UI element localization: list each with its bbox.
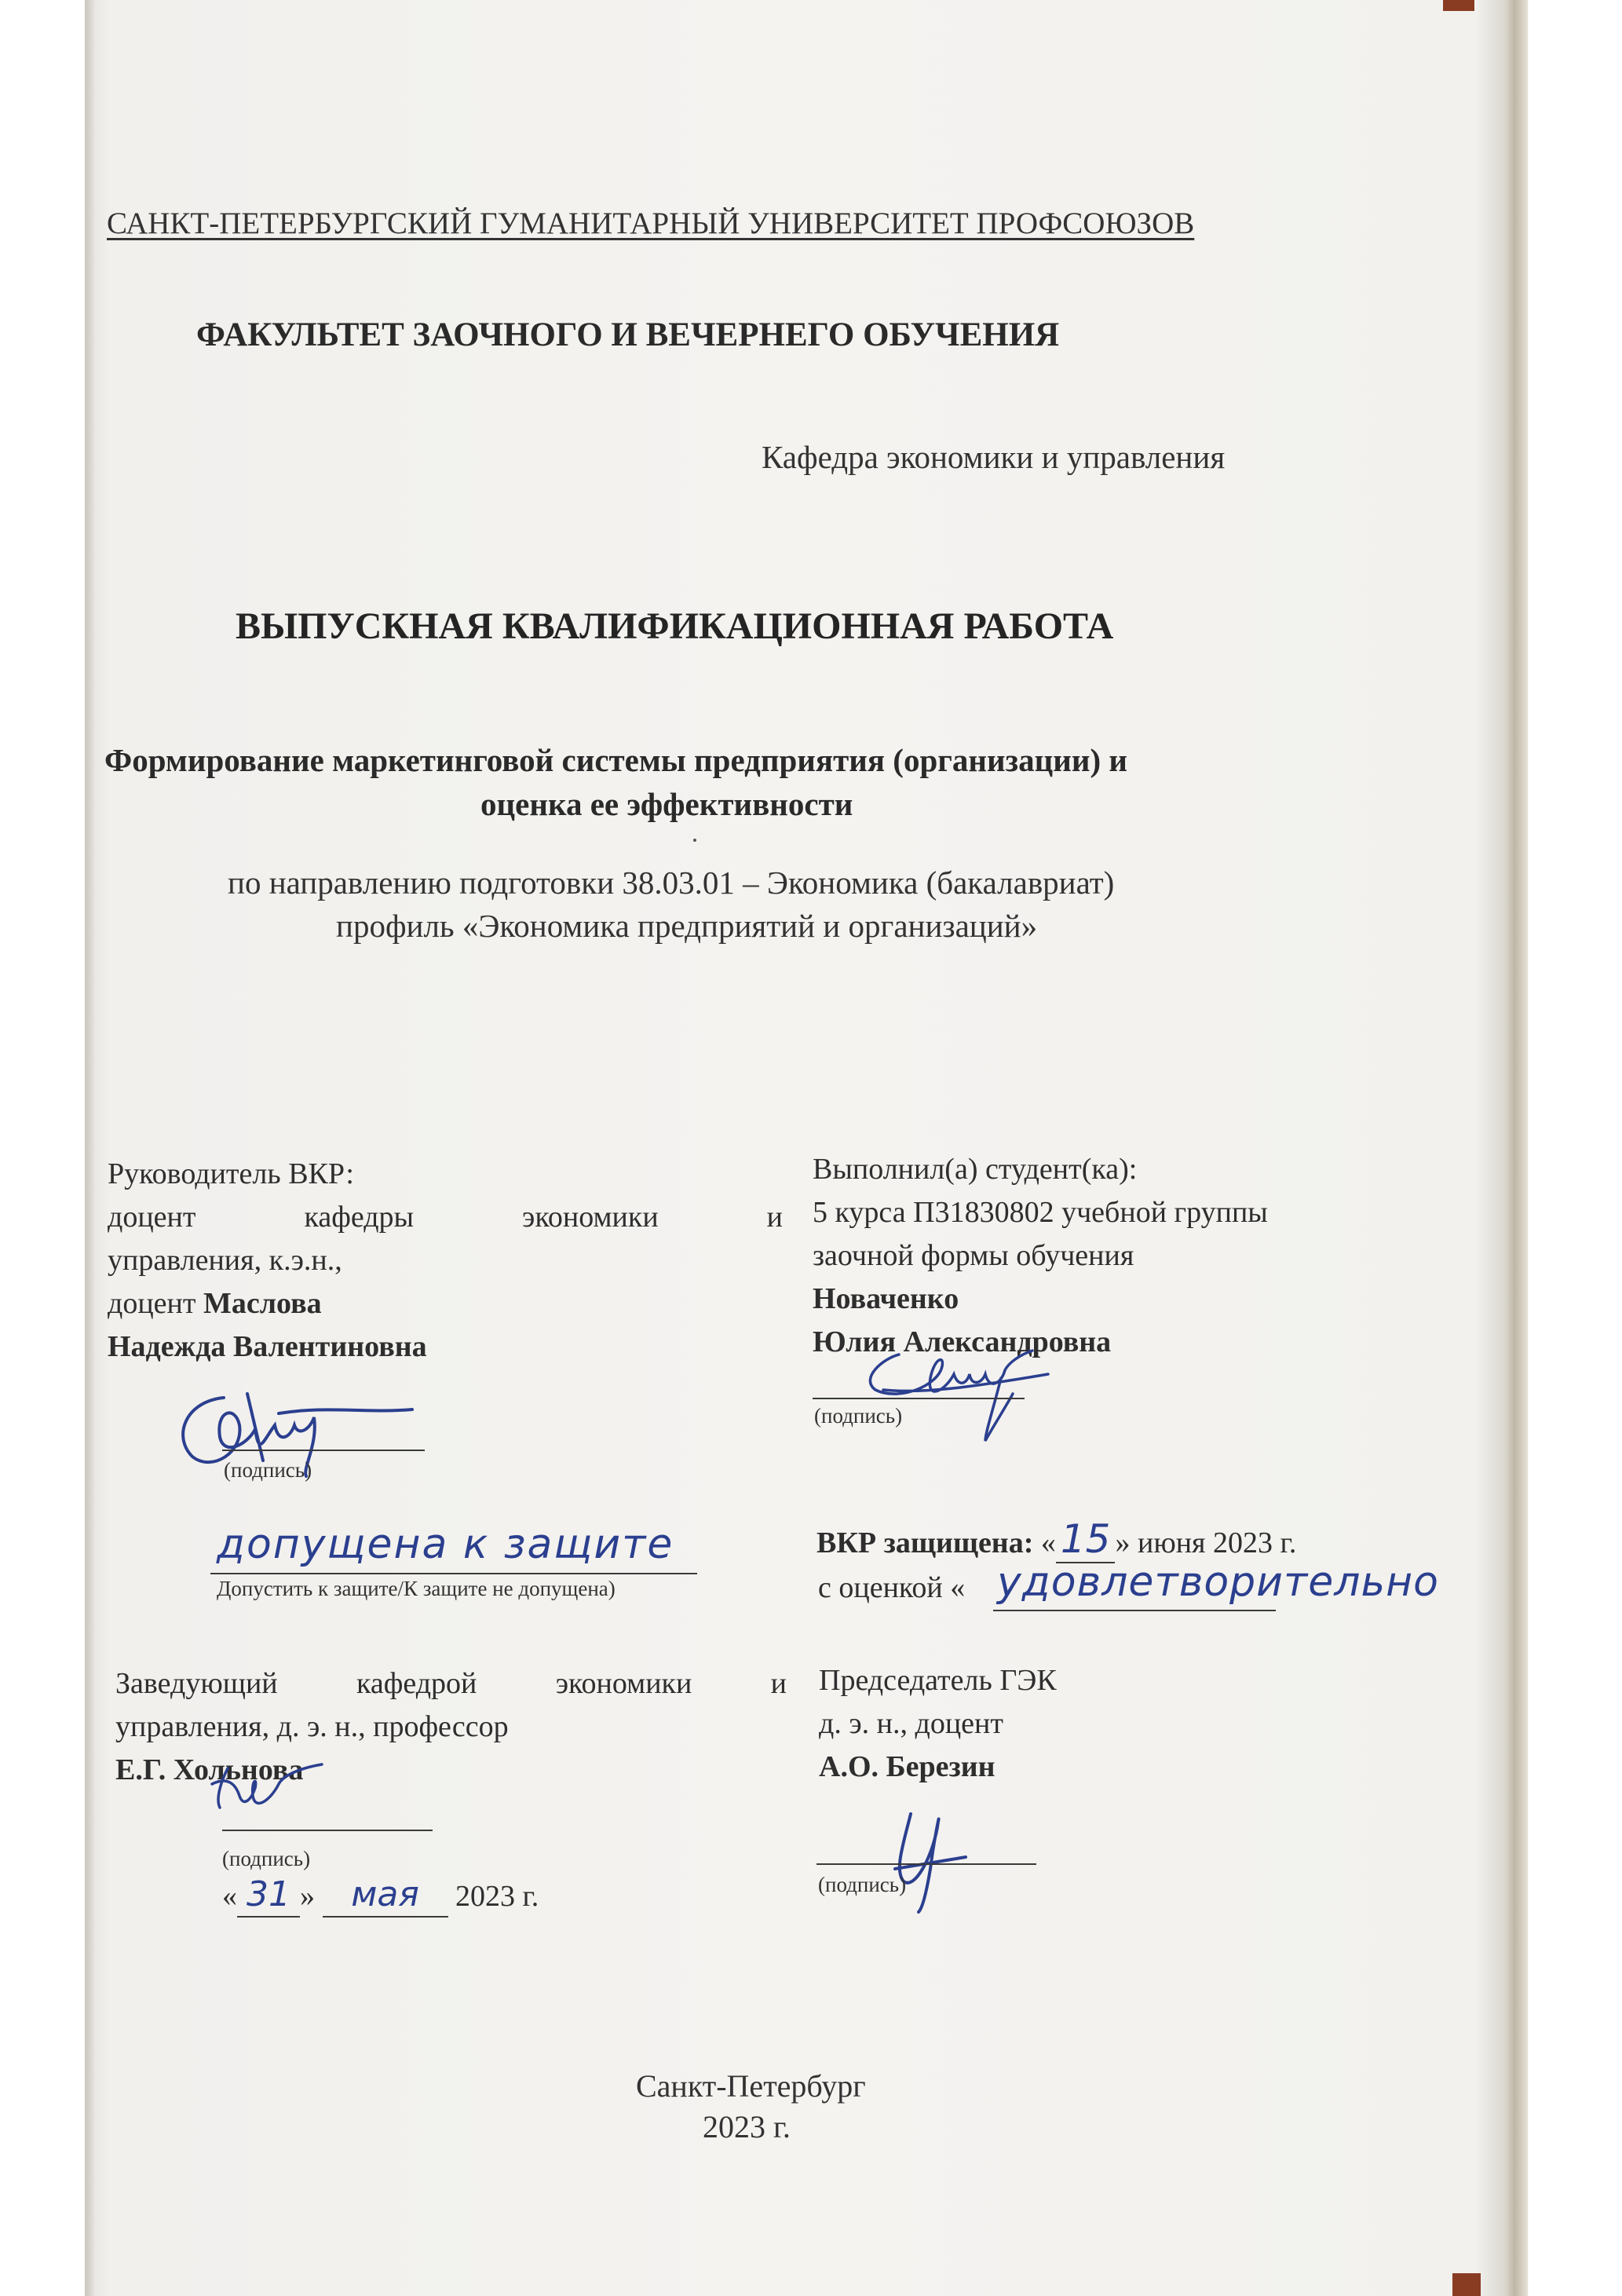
binding-edge [1506, 0, 1528, 2296]
word: экономики [522, 1201, 659, 1234]
student-signature [852, 1331, 1103, 1449]
defense-label: ВКР защищена: [816, 1526, 1034, 1559]
ink-dot [693, 839, 696, 842]
head-date-line [222, 1873, 539, 1918]
topic-line-1: Формирование маркетинговой системы предприятия (организации) и [104, 742, 1127, 778]
word: кафедры [304, 1201, 415, 1234]
university-name: САНКТ-ПЕТЕРБУРГСКИЙ ГУМАНИТАРНЫЙ УНИВЕРСИТЕТ ПРОФСОЮЗОВ [107, 207, 1195, 240]
gek-block [819, 1659, 1057, 1789]
supervisor-block [108, 1153, 783, 1369]
binder-clip-top [1443, 0, 1474, 11]
word: и [766, 1201, 783, 1234]
head-position-line [115, 1662, 787, 1706]
head-name: Е.Г. Хольнова [115, 1753, 304, 1786]
supervisor-degree-line: управления, к.э.н., [108, 1244, 342, 1277]
direction-line-2: профиль «Экономика предприятий и организаций» [336, 908, 1038, 944]
footer-year: 2023 г. [703, 2109, 791, 2144]
grade-line-underline [993, 1610, 1276, 1611]
head-degree-line: управления, д. э. н., профессор [115, 1710, 509, 1743]
page-left-edge [85, 0, 94, 2296]
gek-name-line [819, 1746, 1057, 1789]
head-signature-line [222, 1830, 433, 1831]
grade-prefix: с оценкой « [818, 1571, 966, 1604]
student-signature-caption: (подпись) [814, 1404, 903, 1428]
defense-date-open: « [1033, 1526, 1056, 1559]
head-date-day: 31 [237, 1873, 300, 1918]
supervisor-signature-caption: (подпись) [224, 1458, 312, 1482]
student-heading: Выполнил(а) студент(ка): [813, 1153, 1138, 1186]
head-date-month: мая [323, 1873, 448, 1918]
department-name: Кафедра экономики и управления [762, 439, 1226, 475]
faculty-name: ФАКУЛЬТЕТ ЗАОЧНОГО И ВЕЧЕРНЕГО ОБУЧЕНИЯ [196, 316, 1060, 353]
word: кафедрой [356, 1667, 477, 1700]
supervisor-surname: Маслова [203, 1287, 322, 1320]
supervisor-position-line [108, 1196, 783, 1239]
admission-line [210, 1573, 697, 1574]
student-surname: Новаченко [813, 1282, 959, 1315]
gek-signature [879, 1806, 974, 1916]
defense-day: 15 [1056, 1516, 1116, 1563]
footer-city: Санкт-Петербург [636, 2068, 866, 2104]
work-type-title: ВЫПУСКНАЯ КВАЛИФИКАЦИОННАЯ РАБОТА [236, 605, 1114, 647]
head-date-year: 2023 г. [455, 1880, 539, 1913]
direction-line-1: по направлению подготовки 38.03.01 – Экономика (бакалавриат) [228, 865, 1115, 901]
word: и [770, 1667, 787, 1700]
head-signature-caption: (подпись) [222, 1847, 311, 1870]
word: доцент [108, 1201, 196, 1234]
supervisor-surname-line [108, 1282, 783, 1325]
head-signature [196, 1753, 338, 1831]
admission-caption: Допустить к защите/К защите не допущена) [217, 1577, 616, 1600]
defense-date-rest: » июня 2023 г. [1115, 1526, 1297, 1559]
gek-name: А.О. Березин [819, 1750, 995, 1783]
defense-line [816, 1518, 1296, 1565]
supervisor-heading: Руководитель ВКР: [108, 1157, 354, 1190]
student-surname-line [813, 1278, 1441, 1321]
student-form-line: заочной формы обучения [813, 1239, 1134, 1272]
supervisor-name-line [108, 1325, 783, 1369]
supervisor-title: доцент [108, 1287, 203, 1320]
admission-handwritten: допущена к защите [217, 1521, 674, 1568]
grade-line [818, 1567, 965, 1610]
grade-handwritten: удовлетворительно [997, 1559, 1439, 1606]
student-signature-line [813, 1398, 1025, 1399]
gek-signature-line [816, 1863, 1036, 1865]
word: экономики [555, 1667, 692, 1700]
word: Заведующий [115, 1667, 278, 1700]
gek-degree: д. э. н., доцент [819, 1707, 1003, 1740]
date-mid: » [300, 1880, 315, 1913]
gek-title: Председатель ГЭК [819, 1664, 1057, 1697]
supervisor-signature-line [222, 1450, 425, 1451]
binder-clip-bottom [1452, 2273, 1481, 2296]
date-open: « [222, 1880, 237, 1913]
topic-line-2: оценка ее эффективности [480, 786, 853, 822]
student-name: Юлия Александровна [813, 1325, 1112, 1358]
supervisor-name: Надежда Валентиновна [108, 1330, 427, 1363]
student-group-line: 5 курса П31830802 учебной группы [813, 1196, 1268, 1229]
gek-signature-caption: (подпись) [818, 1873, 907, 1896]
